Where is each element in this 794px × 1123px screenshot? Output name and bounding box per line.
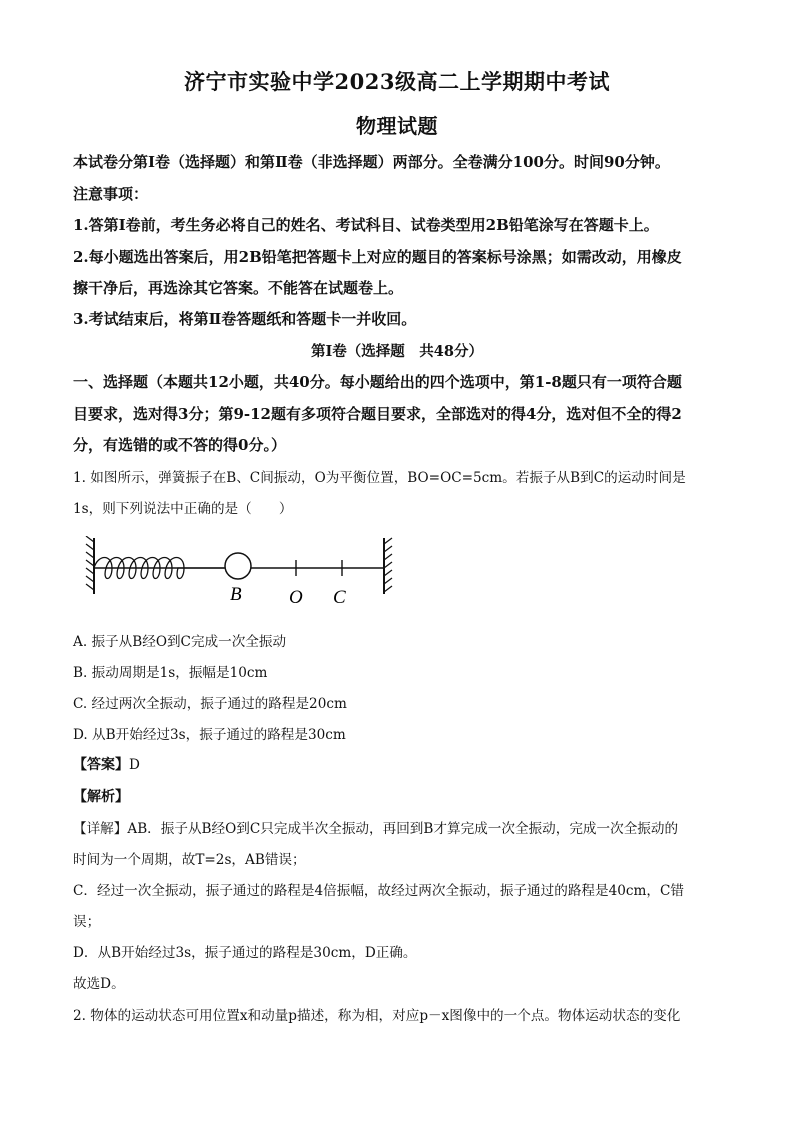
q1-option-c: C. 经过两次全振动，振子通过的路程是20cm bbox=[73, 696, 347, 712]
q1-option-b: B. 振动周期是1s，振幅是10cm bbox=[73, 665, 268, 681]
q1-stem-1: 1. 如图所示，弹簧振子在B、C间振动，O为平衡位置，BO=OC=5cm。若振子从B到C的运动时间是 bbox=[73, 470, 686, 486]
q1-detail-1 bbox=[73, 817, 733, 837]
q1-option-a: A. 振子从B经O到C完成一次全振动 bbox=[73, 634, 287, 650]
answer-value: D bbox=[129, 757, 140, 773]
label-c: C bbox=[333, 587, 346, 608]
note-2a: 2.每小题选出答案后，用2B铅笔把答题卡上对应的题目的答案标号涂黑；如需改动，用橡皮 bbox=[73, 248, 682, 266]
q1-detail-5: D．从B开始经过3s，振子通过的路程是30cm，D正确。 bbox=[73, 945, 417, 961]
analysis-tag: 【解析】 bbox=[73, 789, 129, 805]
exam-title: 济宁市实验中学2023级高二上学期期中考试 bbox=[184, 69, 610, 94]
label-b: B bbox=[230, 584, 242, 605]
exam-subtitle: 物理试题 bbox=[356, 114, 438, 138]
q1-option-d: D. 从B开始经过3s，振子通过的路程是30cm bbox=[73, 727, 346, 743]
section-desc-1: 一、选择题（本题共12小题，共40分。每小题给出的四个选项中，第1-8题只有一项符合题 bbox=[73, 373, 682, 391]
q2-stem-1: 2. 物体的运动状态可用位置x和动量p描述，称为相，对应p－x图像中的一个点。物体运动状态的变化 bbox=[73, 1008, 681, 1024]
section-heading: 第Ⅰ卷（选择题 共48分） bbox=[311, 343, 483, 360]
section-desc-3: 分，有选错的或不答的得0分。） bbox=[73, 436, 286, 454]
q1-detail-2: 时间为一个周期，故T=2s，AB错误； bbox=[73, 852, 306, 868]
q1-stem-2: 1s，则下列说法中正确的是（ ） bbox=[73, 501, 293, 517]
q1-answer bbox=[73, 754, 733, 774]
note-2b: 擦干净后，再选涂其它答案。不能答在试题卷上。 bbox=[73, 279, 404, 297]
detail-text-1: AB．振子从B经O到C只完成半次全振动，再回到B才算完成一次全振动，完成一次全振动的 bbox=[127, 821, 679, 837]
section-desc-2: 目要求，选对得3分；第9-12题有多项符合题目要求，全部选对的得4分，选对但不全的得2 bbox=[73, 405, 682, 423]
note-1: 1.答第Ⅰ卷前，考生务必将自己的姓名、考试科目、试卷类型用2B铅笔涂写在答题卡上。 bbox=[73, 216, 659, 234]
detail-tag: 【详解】 bbox=[73, 821, 128, 837]
answer-tag: 【答案】 bbox=[73, 757, 129, 773]
q1-detail-3: C．经过一次全振动，振子通过的路程是4倍振幅，故经过两次全振动，振子通过的路程是40cm，C错 bbox=[73, 883, 684, 899]
intro-line: 本试卷分第Ⅰ卷（选择题）和第Ⅱ卷（非选择题）两部分。全卷满分100分。时间90分钟。 bbox=[73, 153, 670, 171]
q1-analysis-tag bbox=[73, 786, 733, 806]
label-o: O bbox=[289, 587, 303, 608]
oscillator-ball bbox=[225, 553, 251, 579]
spring-oscillator-figure bbox=[84, 536, 400, 608]
notes-title: 注意事项： bbox=[73, 185, 149, 203]
q1-detail-4: 误； bbox=[73, 914, 101, 930]
q1-detail-6: 故选D。 bbox=[73, 976, 125, 992]
note-3: 3.考试结束后，将第Ⅱ卷答题纸和答题卡一并收回。 bbox=[73, 310, 417, 328]
